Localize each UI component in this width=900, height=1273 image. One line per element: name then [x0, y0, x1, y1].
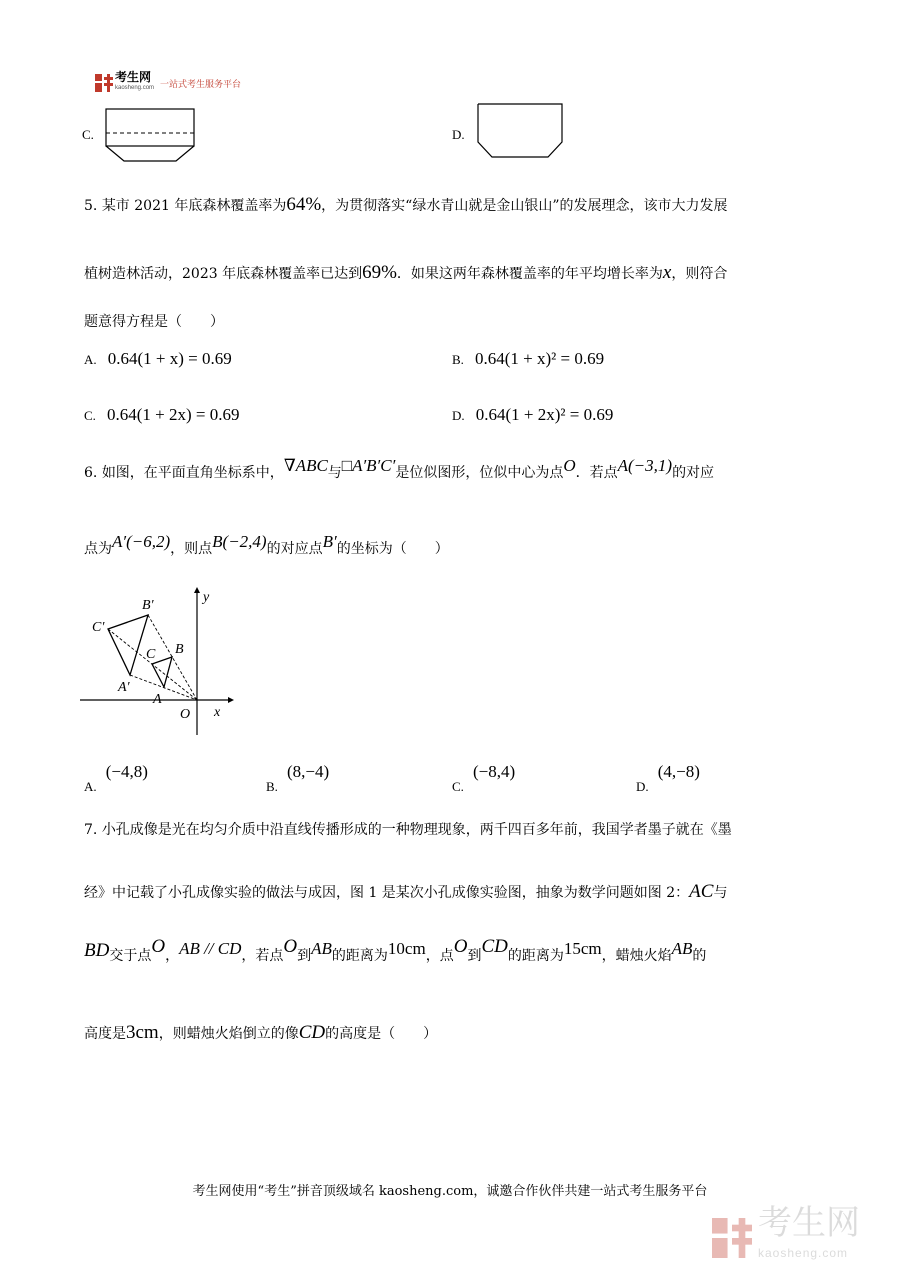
q4-option-c-label: C.: [82, 127, 94, 142]
q6-option-c[interactable]: [452, 762, 516, 794]
q6-triangle-abc: ∇ABC: [283, 456, 328, 475]
q5-number: 5.: [84, 198, 98, 214]
q6-triangle-apbpcp: □A′B′C′: [341, 456, 396, 475]
q6-option-d-value: (4,−8): [657, 762, 700, 781]
q6-option-a-value: (−4,8): [105, 762, 148, 781]
watermark-brand: 考生网: [758, 1204, 860, 1242]
q5-line-2: [84, 263, 727, 284]
q7-text-4a: 高度是: [84, 1026, 126, 1042]
label-c-prime: C′: [92, 620, 105, 635]
q7-text-4c: 的高度是（ ）: [325, 1026, 438, 1042]
q6-text-yu: 与: [327, 465, 342, 481]
q6-text-1b: 是位似图形，位似中心为点: [395, 465, 564, 481]
q5-option-a-formula: 0.64(1 + x) = 0.69: [107, 349, 232, 368]
q7-cd-1: CD: [481, 936, 508, 957]
q7-o-3: O: [453, 936, 468, 957]
watermark-domain: kaosheng.com: [758, 1246, 849, 1260]
q6-option-c-label: C.: [452, 779, 464, 794]
header-slogan: 一站式考生服务平台: [160, 78, 242, 89]
q7-bd: BD: [84, 940, 110, 961]
watermark: [712, 1204, 860, 1268]
q6-center-o: O: [563, 456, 576, 475]
label-y: y: [203, 590, 210, 605]
q5-text-1b: ，为贯彻落实“绿水青山就是金山银山”的发展理念，该市大力发展: [321, 198, 728, 214]
q7-distance-10cm: 10cm: [387, 939, 426, 958]
q6-line-1: [84, 456, 715, 483]
q6-number: 6.: [84, 465, 98, 481]
q7-line-2: [84, 882, 727, 903]
q7-text-3a: 交于点: [109, 948, 152, 964]
q7-text-2b: 与: [713, 885, 728, 901]
kaosheng-logo-icon: [95, 74, 113, 92]
q6-text-2a: 点为: [84, 541, 112, 557]
q7-text-2a: 经》中记载了小孔成像实验的做法与成因，图 1 是某次小孔成像实验图，抽象为数学问题如图 2：: [84, 885, 690, 901]
q6-text-1a: 如图，在平面直角坐标系中，: [101, 465, 284, 481]
q7-comma-1: ，: [165, 948, 180, 964]
watermark-logo-icon: [712, 1218, 752, 1258]
q6-point-a-prime: A′(−6,2): [112, 532, 171, 551]
q7-text-3c: 的距离为: [331, 948, 388, 964]
q6-option-a[interactable]: [84, 762, 148, 794]
q6-option-a-label: A.: [84, 779, 97, 794]
q6-line-2: [84, 532, 449, 559]
q7-text-3f: ，蜡烛火焰: [601, 948, 672, 964]
q6-option-d[interactable]: [636, 762, 700, 794]
q6-option-b-value: (8,−4): [287, 762, 330, 781]
q7-line-3: [84, 936, 707, 966]
q7-distance-15cm: 15cm: [563, 939, 602, 958]
q5-text-2a: 植树造林活动，2023 年底森林覆盖率已达到: [84, 266, 363, 282]
q4-option-c-figure: [104, 108, 196, 163]
q5-text-1a: 某市 2021 年底森林覆盖率为: [101, 198, 287, 214]
q6-option-d-label: D.: [636, 779, 649, 794]
watermark-text: [758, 1204, 860, 1268]
q7-cd-2: CD: [298, 1022, 326, 1043]
q7-height-3cm: 3cm: [126, 1022, 159, 1043]
q5-option-c-formula: 0.64(1 + 2x) = 0.69: [107, 405, 240, 424]
brand: [115, 72, 154, 94]
q6-coordinate-figure: [80, 585, 240, 740]
label-b: B: [175, 642, 184, 657]
label-o: O: [180, 707, 191, 722]
q6-text-2d: 的坐标为（ ）: [336, 541, 449, 557]
q5-option-b-label: B.: [452, 352, 464, 367]
q5-text-2c: ，则符合: [671, 266, 728, 282]
q5-var-x: x: [662, 262, 672, 283]
q7-o-2: O: [283, 936, 298, 957]
q6-point-b: B(−2,4): [212, 532, 267, 551]
q6-point-a: A(−3,1): [617, 456, 673, 475]
q6-text-1d: 的对应: [672, 465, 715, 481]
q7-line-1: [84, 820, 732, 840]
q5-option-b-formula: 0.64(1 + x)² = 0.69: [475, 349, 605, 368]
q6-text-2c: 的对应点: [266, 541, 323, 557]
q6-text-2b: ，则点: [170, 541, 213, 557]
label-a-prime: A′: [118, 680, 130, 695]
q7-dao-2: 到: [467, 948, 482, 964]
q6-option-c-value: (−8,4): [473, 762, 516, 781]
q7-ab-1: AB: [311, 939, 332, 958]
q7-text-3g: 的: [692, 948, 707, 964]
label-c: C: [146, 647, 156, 662]
q7-text-4b: ，则蜡烛火焰倒立的像: [158, 1026, 299, 1042]
q7-text-1: 小孔成像是光在均匀介质中沿直线传播形成的一种物理现象，两千四百多年前，我国学者墨子就在《墨: [101, 822, 732, 838]
q5-option-b[interactable]: [452, 349, 604, 369]
label-a: A: [153, 692, 162, 707]
q5-option-a-label: A.: [84, 352, 97, 367]
x-axis-arrow: [228, 697, 234, 703]
q7-ab-2: AB: [671, 939, 693, 958]
q5-option-d-label: D.: [452, 408, 465, 423]
q7-line-4: [84, 1023, 437, 1044]
header-logo: [95, 72, 241, 94]
q6-option-b[interactable]: [266, 762, 330, 794]
q5-option-d-formula: 0.64(1 + 2x)² = 0.69: [475, 405, 614, 424]
q7-text-3d: ，点: [425, 948, 454, 964]
q6-option-b-label: B.: [266, 779, 278, 794]
q4-option-d-label: D.: [452, 127, 465, 142]
q7-o-1: O: [151, 936, 166, 957]
q5-line-1: [84, 195, 728, 216]
q7-ac: AC: [689, 881, 714, 902]
q5-percent-69: 69%: [362, 262, 397, 283]
page-footer: 考生网使用“考生”拼音顶级域名 kaosheng.com，诚邀合作伙伴共建一站式考生服务平台: [192, 1184, 708, 1199]
q5-line-3: 题意得方程是（ ）: [84, 314, 224, 330]
y-axis-arrow: [194, 587, 200, 593]
q7-text-3b: ，若点: [241, 948, 284, 964]
label-b-prime: B′: [142, 598, 154, 613]
q5-option-d[interactable]: [452, 405, 613, 425]
q7-parallel: AB // CD: [179, 939, 242, 958]
label-x: x: [214, 705, 221, 720]
q7-text-3e: 的距离为: [507, 948, 564, 964]
q6-point-b-prime: B′: [322, 532, 337, 551]
q6-text-1c: ．若点: [575, 465, 618, 481]
dash-a-prime-o: [130, 675, 197, 700]
q5-percent-64: 64%: [286, 194, 322, 215]
q5-option-c[interactable]: [84, 405, 240, 425]
q4-option-d-figure: [474, 102, 566, 160]
q5-option-a[interactable]: [84, 349, 232, 369]
q7-dao-1: 到: [297, 948, 312, 964]
q5-text-2b: ．如果这两年森林覆盖率的年平均增长率为: [396, 266, 663, 282]
q5-option-c-label: C.: [84, 408, 96, 423]
brand-name: 考生网: [115, 70, 152, 84]
brand-domain: kaosheng.com: [115, 85, 155, 91]
q7-number: 7.: [84, 822, 98, 838]
